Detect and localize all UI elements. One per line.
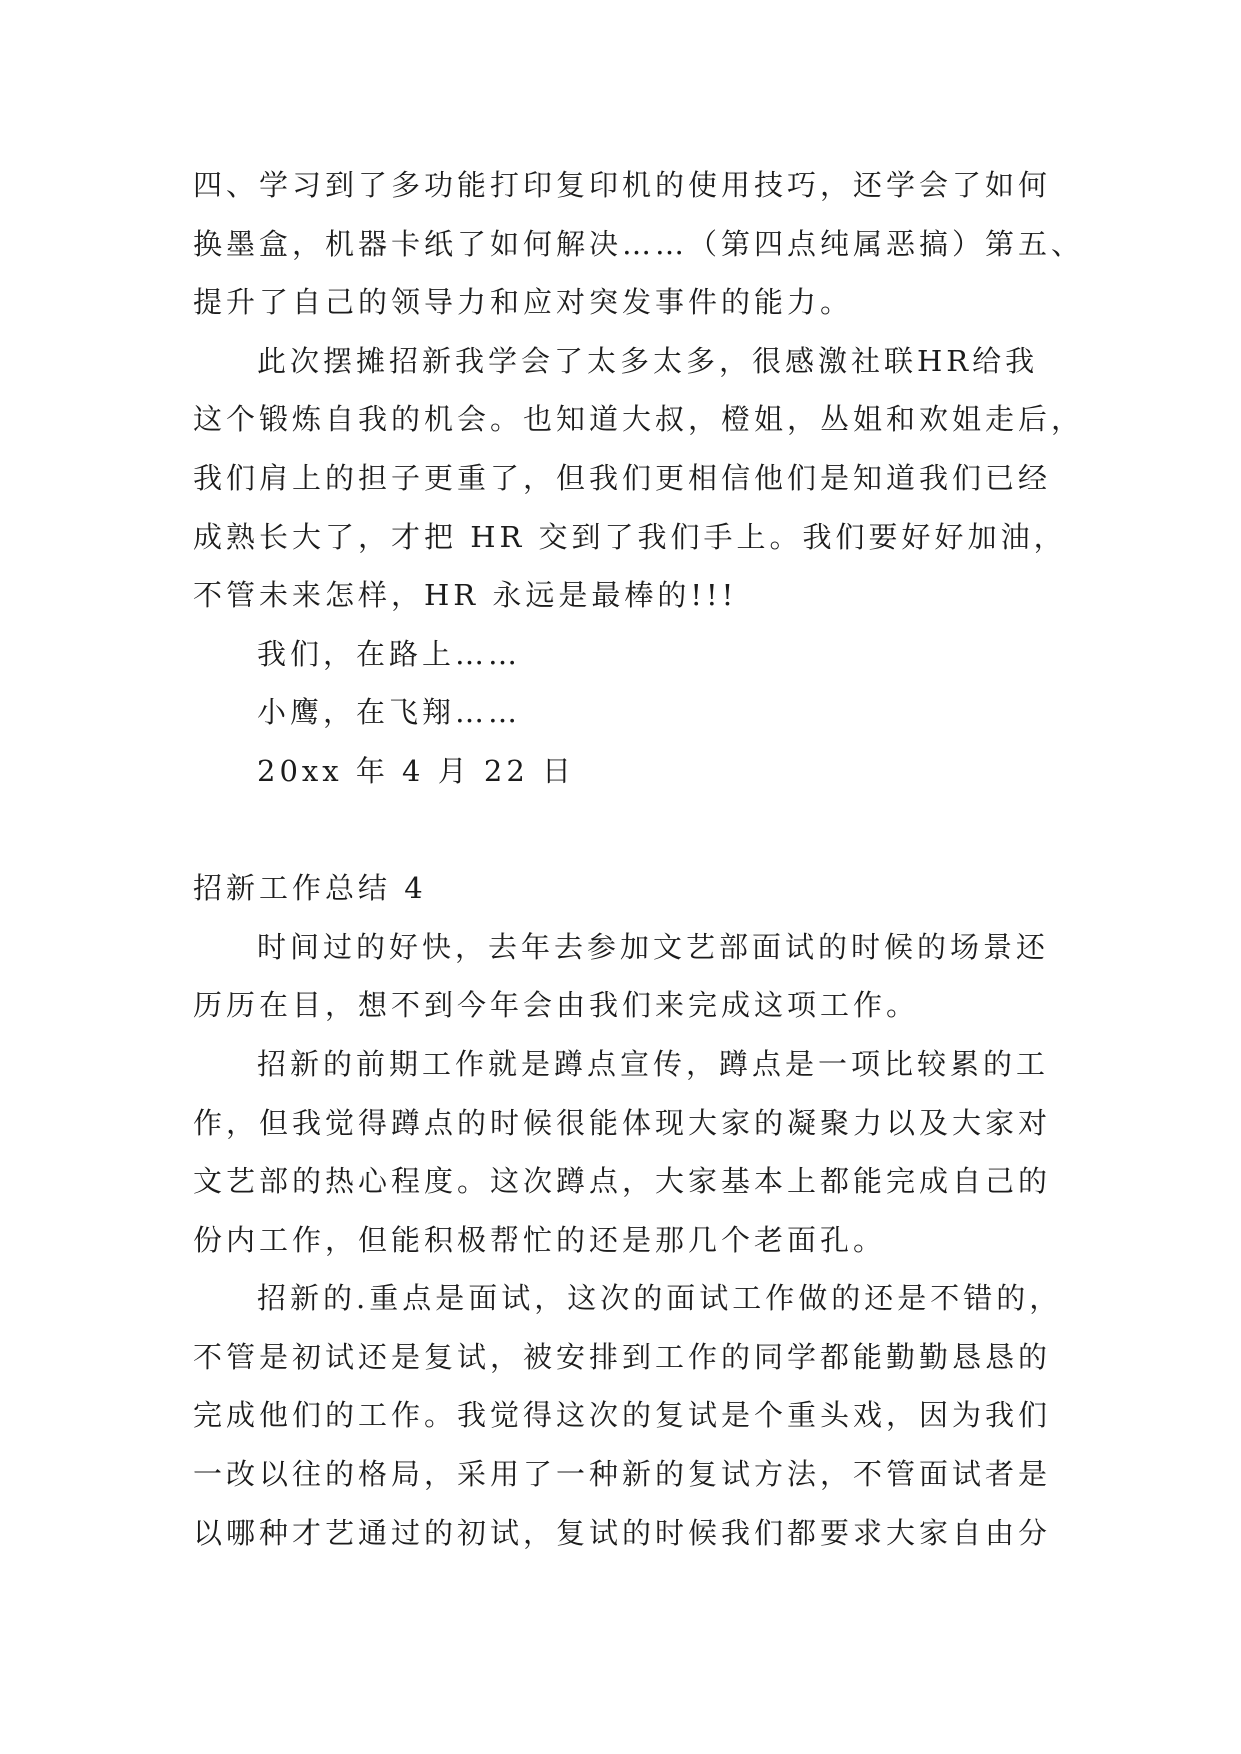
text-line: 以哪种才艺通过的初试，复试的时候我们都要求大家自由分 bbox=[193, 1515, 1052, 1550]
text-line: 不管未来怎样，HR 永远是最棒的!!! bbox=[193, 578, 738, 613]
paragraph bbox=[193, 1035, 1093, 1269]
text-line: 文艺部的热心程度。这次蹲点，大家基本上都能完成自己的 bbox=[193, 1164, 1052, 1199]
text-line: 这个锻炼自我的机会。也知道大叔，橙姐，丛姐和欢姐走后， bbox=[193, 402, 1085, 437]
date-line bbox=[193, 742, 1093, 801]
text-line: 不管是初试还是复试，被安排到工作的同学都能勤勤恳恳的 bbox=[193, 1339, 1052, 1374]
text-line: 时间过的好快，去年去参加文艺部面试的时候的场景还 bbox=[257, 929, 1050, 964]
text-line: 我们，在路上…… bbox=[257, 636, 522, 671]
text-line: 四、学习到了多功能打印复印机的使用技巧，还学会了如何 bbox=[193, 168, 1052, 202]
text-line: 成熟长大了，才把 HR 交到了我们手上。我们要好好加油， bbox=[193, 519, 1067, 554]
section-heading: 招新工作总结 4 bbox=[193, 871, 427, 906]
blank-line bbox=[193, 801, 1093, 860]
text-line: 提升了自己的领导力和应对突发事件的能力。 bbox=[193, 285, 854, 320]
paragraph bbox=[193, 332, 1093, 625]
text-line: 份内工作，但能积极帮忙的还是那几个老面孔。 bbox=[193, 1222, 887, 1257]
text-line: 20xx 年 4 月 22 日 bbox=[257, 753, 576, 788]
text-line: 历历在目，想不到今年会由我们来完成这项工作。 bbox=[193, 988, 920, 1023]
text-line: 一改以往的格局，采用了一种新的复试方法，不管面试者是 bbox=[193, 1457, 1052, 1492]
text-line: 我们肩上的担子更重了，但我们更相信他们是知道我们已经 bbox=[193, 460, 1052, 495]
closing-line bbox=[193, 625, 1093, 684]
text-line: 招新的.重点是面试，这次的面试工作做的还是不错的， bbox=[257, 1281, 1063, 1316]
text-line: 作，但我觉得蹲点的时候很能体现大家的凝聚力以及大家对 bbox=[193, 1105, 1052, 1140]
text-line: 招新的前期工作就是蹲点宣传，蹲点是一项比较累的工 bbox=[257, 1046, 1050, 1081]
closing-line bbox=[193, 683, 1093, 742]
paragraph bbox=[193, 1269, 1093, 1562]
text-line: 换墨盒，机器卡纸了如何解决……（第四点纯属恶搞）第五、 bbox=[193, 226, 1085, 261]
paragraph bbox=[193, 918, 1093, 1035]
text-line: 完成他们的工作。我觉得这次的复试是个重头戏，因为我们 bbox=[193, 1398, 1052, 1433]
text-line: 小鹰，在飞翔…… bbox=[257, 695, 522, 730]
document-body bbox=[193, 156, 1093, 1562]
paragraph bbox=[193, 156, 1093, 332]
text-line: 此次摆摊招新我学会了太多太多，很感激社联HR给我 bbox=[257, 343, 1039, 378]
